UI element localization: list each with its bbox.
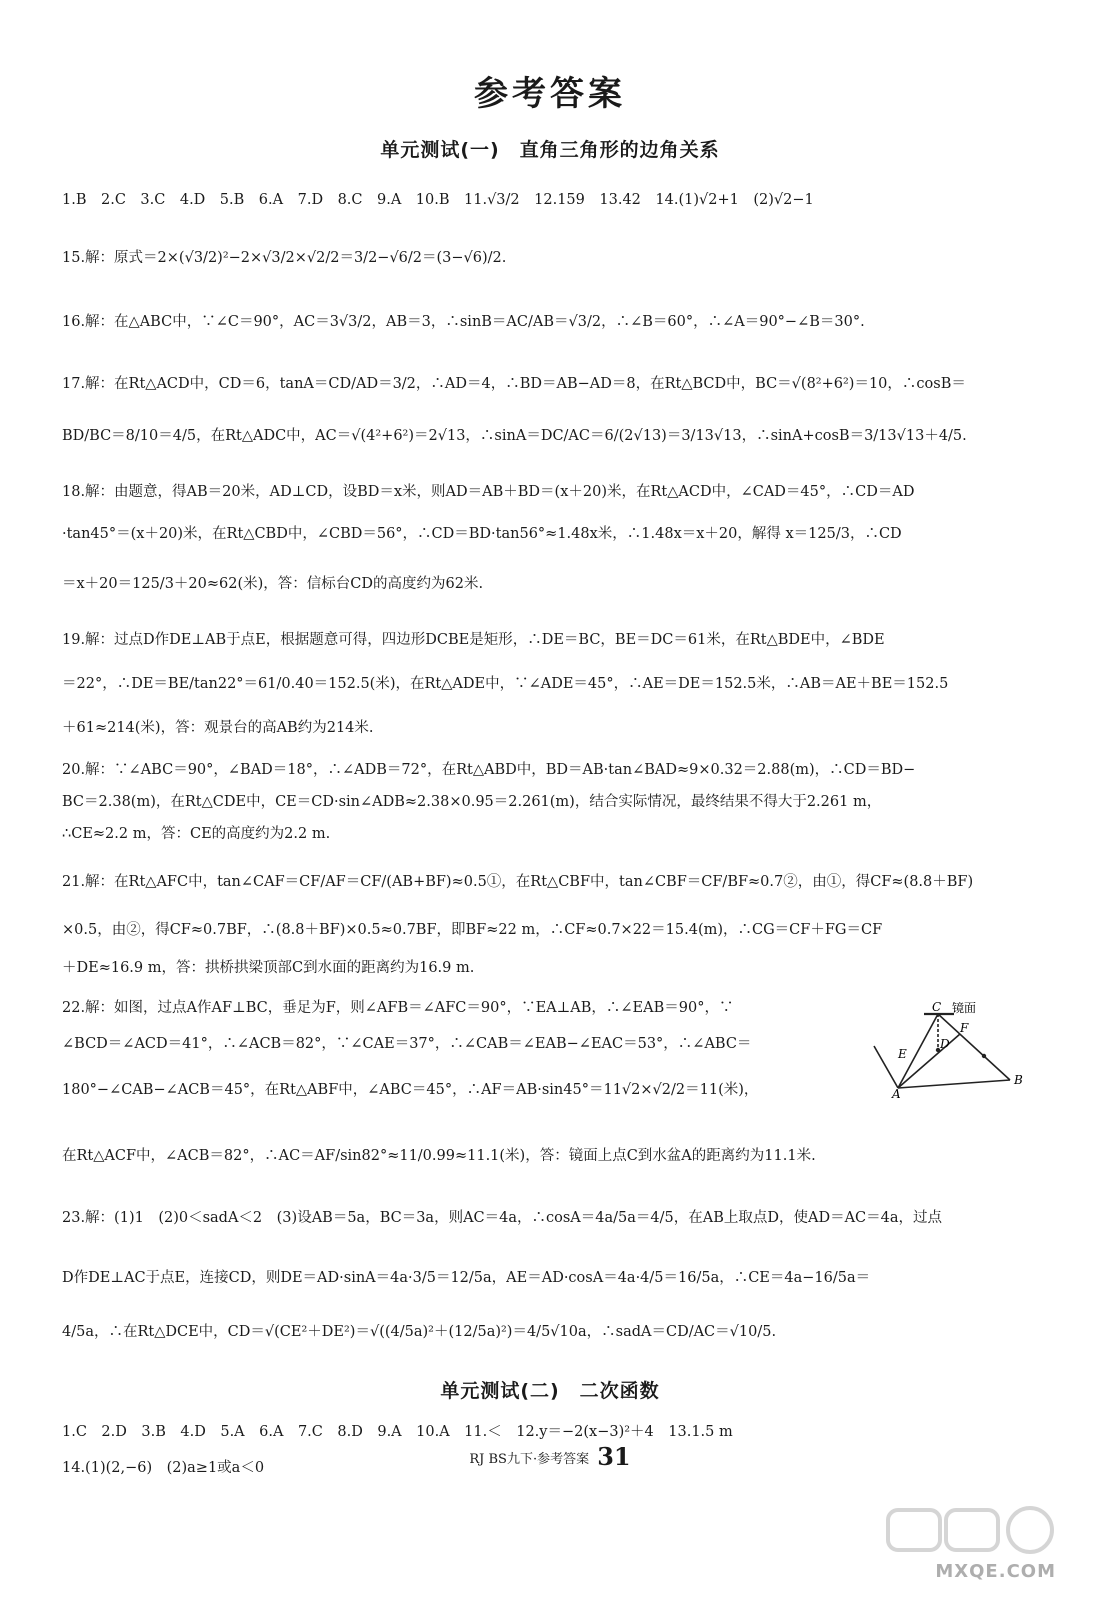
q22-line-2: ∠BCD＝∠ACD＝41°，∴∠ACB＝82°，∵∠CAE＝37°，∴∠CAB＝∠EAB−∠EAC＝53°，∴∠ABC＝ [62,1036,752,1052]
unit1-choices: 1.B 2.C 3.C 4.D 5.B 6.A 7.D 8.C 9.A 10.B 11.√3/2 12.159 13.42 14.(1)√2+1 (2)√2−1 [62,192,814,208]
segment-af [898,1034,960,1088]
unit2-q14-answer: 14.(1)(2,−6) (2)a≥1或a＜0 [62,1460,265,1476]
q23-line-2: D作DE⊥AC于点E，连接CD，则DE＝AD·sinA＝4a·3/5＝12/5a，AE＝AD·cosA＝4a·4/5＝16/5a，∴CE＝4a−16/5a＝ [62,1270,871,1286]
q21-line-1: 21.解：在Rt△AFC中，tan∠CAF＝CF/AF＝CF/(AB+BF)≈0.5①，在Rt△CBF中，tan∠CBF＝CF/BF≈0.7②，由①，得CF≈(8.8＋BF) [62,874,974,890]
page-title: 参考答案 [474,74,626,114]
label-d: D [940,1037,950,1051]
q18-line-2: ·tan45°＝(x＋20)米，在Rt△CBD中，∠CBD＝56°，∴CD＝BD·tan56°≈1.48x米，∴1.48x＝x＋20，解得 x＝125/3，∴CD [62,526,902,542]
q16-answer: 16.解：在△ABC中，∵∠C＝90°，AC＝3√3/2，AB＝3，∴sinB＝AC/AB＝√3/2，∴∠B＝60°，∴∠A＝90°−∠B＝30°. [62,314,865,330]
label-mirror: 镜面 [952,1002,977,1015]
q20-line-3: ∴CE≈2.2 m，答：CE的高度约为2.2 m. [62,826,331,842]
q21-line-3: ＋DE≈16.9 m，答：拱桥拱梁顶部C到水面的距离约为16.9 m. [62,960,475,976]
label-a: A [892,1087,901,1098]
page-number: 31 [597,1442,631,1471]
label-e: E [898,1047,907,1061]
segment-ae [874,1046,898,1088]
footer-label: RJ BS九下·参考答案 [469,1452,590,1467]
q22-line-3: 180°−∠CAB−∠ACB＝45°，在Rt△ABF中，∠ABC＝45°，∴AF＝AB·sin45°＝11√2×√2/2＝11(米)， [62,1082,759,1098]
label-b: B [1014,1073,1023,1087]
label-c: C [932,1002,942,1014]
q22-line-1: 22.解：如图，过点A作AF⊥BC，垂足为F，则∠AFB＝∠AFC＝90°，∵EA⊥AB，∴∠EAB＝90°，∵ [62,1000,734,1016]
label-f: F [960,1021,969,1035]
q20-line-2: BC＝2.38(m)，在Rt△CDE中，CE＝CD·sin∠ADB≈2.38×0.95＝2.261(m)，结合实际情况，最终结果不得大于2.261 m， [62,794,882,810]
q23-line-3: 4/5a，∴在Rt△DCE中，CD＝√(CE²＋DE²)＝√((4/5a)²＋(12/5a)²)＝4/5√10a，∴sadA＝CD/AC＝√10/5. [62,1324,777,1340]
q19-line-1: 19.解：过点D作DE⊥AB于点E，根据题意可得，四边形DCBE是矩形，∴DE＝BC，BE＝DC＝61米，在Rt△BDE中，∠BDE [62,632,885,648]
point-on-cb [982,1054,986,1058]
q18-line-3: ＝x＋20＝125/3＋20≈62(米)，答：信标台CD的高度约为62米. [62,576,484,592]
q17-line-1: 17.解：在Rt△ACD中，CD＝6，tanA＝CD/AD＝3/2，∴AD＝4，∴BD＝AB−AD＝8，在Rt△BCD中，BC＝√(8²+6²)＝10，∴cosB＝ [62,376,966,392]
q19-line-2: ＝22°，∴DE＝BE/tan22°＝61/0.40＝152.5(米)，在Rt△ADE中，∵∠ADE＝45°，∴AE＝DE＝152.5米，∴AB＝AE＋BE＝152.5 [62,676,949,692]
unit2-heading: 单元测试(二) 二次函数 [440,1380,660,1402]
watermark-site: MXQE.COM [935,1561,1056,1582]
q18-line-1: 18.解：由题意，得AB＝20米，AD⊥CD，设BD＝x米，则AD＝AB＋BD＝(x＋20)米，在Rt△ACD中，∠CAD＝45°，∴CD＝AD [62,484,915,500]
page-footer [0,1442,1100,1471]
q17-line-2: BD/BC＝8/10＝4/5，在Rt△ADC中，AC＝√(4²+6²)＝2√13，∴sinA＝DC/AC＝6/(2√13)＝3/13√13，∴sinA+cosB＝3/13√13＋4/5. [62,428,967,444]
q15-answer: 15.解：原式＝2×(√3/2)²−2×√3/2×√2/2＝3/2−√6/2＝(3−√6)/2. [62,250,507,266]
unit1-heading: 单元测试(一) 直角三角形的边角关系 [380,139,720,161]
q20-line-1: 20.解：∵∠ABC＝90°，∠BAD＝18°，∴∠ADB＝72°，在Rt△ABD中，BD＝AB·tan∠BAD≈9×0.32＝2.88(m)，∴CD＝BD− [62,762,916,778]
unit2-choices: 1.C 2.D 3.B 4.D 5.A 6.A 7.C 8.D 9.A 10.A 11.＜ 12.y＝−2(x−3)²＋4 13.1.5 m [62,1424,733,1440]
q21-line-2: ×0.5，由②，得CF≈0.7BF，∴(8.8＋BF)×0.5≈0.7BF，即BF≈22 m，∴CF≈0.7×22＝15.4(m)，∴CG＝CF＋FG＝CF [62,922,883,938]
segment-ab [898,1080,1010,1088]
mirror-triangle-diagram [868,1002,1038,1098]
q23-line-1: 23.解：(1)1 (2)0＜sadA＜2 (3)设AB＝5a，BC＝3a，则AC＝4a，∴cosA＝4a/5a＝4/5，在AB上取点D，使AD＝AC＝4a，过点 [62,1210,943,1226]
q22-line-4: 在Rt△ACF中，∠ACB＝82°，∴AC＝AF/sin82°≈11/0.99≈11.1(米)，答：镜面上点C到水盆A的距离约为11.1米. [62,1148,816,1164]
q19-line-3: ＋61≈214(米)，答：观景台的高AB约为214米. [62,720,374,736]
